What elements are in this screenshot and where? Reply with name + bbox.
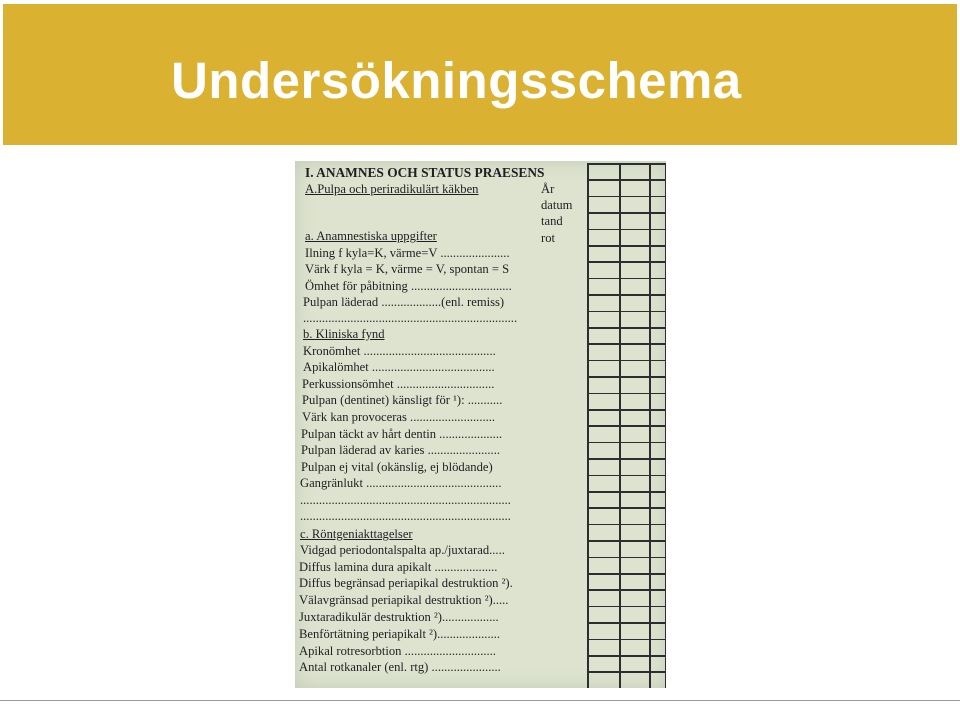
form-item: Apikalömhet ....................................... (303, 360, 495, 374)
form-photo (295, 161, 666, 688)
grid-row-line (587, 507, 666, 509)
form-item: ................................................................... (300, 493, 511, 507)
form-item: Värk kan provoceras ........................... (302, 410, 496, 424)
form-heading: I. ANAMNES OCH STATUS PRAESENS (305, 165, 545, 180)
header-root: rot (541, 231, 555, 245)
form-item: Vidgad periodontalspalta ap./juxtarad..... (300, 543, 505, 557)
form-item: Perkussionsömhet ............................... (302, 377, 495, 391)
form-item: Pulpan läderad av karies ....................... (301, 443, 501, 457)
grid-row-line (587, 589, 666, 591)
section-title-rontgen: c. Röntgeniakttagelser (300, 527, 413, 541)
grid-row-line (587, 557, 666, 559)
form-grid (587, 163, 666, 688)
grid-row-line (587, 540, 666, 542)
grid-row-line (587, 491, 666, 493)
grid-row-line (587, 639, 666, 641)
grid-row-line (587, 573, 666, 575)
form-item: Gangränlukt ........................................... (300, 476, 502, 490)
grid-row-line (587, 655, 666, 657)
grid-row-line (587, 311, 666, 313)
grid-row-line (587, 163, 666, 165)
grid-row-line (587, 606, 666, 608)
header-tooth: tand (541, 214, 563, 228)
form-item: Apikal rotresorbtion ............................. (299, 644, 496, 658)
grid-row-line (587, 196, 666, 198)
grid-row-line (587, 327, 666, 329)
grid-row-line (587, 409, 666, 411)
form-item: Pulpan ej vital (okänslig, ej blödande) (301, 460, 493, 474)
form-item: Diffus lamina dura apikalt .................... (299, 560, 498, 574)
form-item: Pulpan täckt av hårt dentin .................... (301, 427, 503, 441)
form-item: .................................................................... (303, 311, 518, 325)
grid-row-line (587, 393, 666, 395)
form-item: Välavgränsad periapikal destruktion ²)..... (299, 593, 509, 607)
form-item: Värk f kyla = K, värme = V, spontan = S (305, 262, 510, 276)
grid-row-line (587, 278, 666, 280)
grid-row-line (587, 671, 666, 673)
grid-row-line (587, 360, 666, 362)
section-title-anamnes: a. Anamnestiska uppgifter (305, 229, 437, 243)
grid-row-line (587, 376, 666, 378)
form-item: Juxtaradikulär destruktion ²).................. (299, 610, 499, 624)
form-item: Ilning f kyla=K, värme=V ...................... (305, 246, 510, 260)
section-title-kliniska: b. Kliniska fynd (303, 327, 385, 341)
slide-title: Undersökningsschema (171, 52, 742, 109)
title-banner (3, 4, 957, 145)
grid-row-line (587, 179, 666, 181)
grid-row-line (587, 294, 666, 296)
grid-row-line (587, 524, 666, 526)
grid-row-line (587, 442, 666, 444)
grid-row-line (587, 245, 666, 247)
grid-row-line (587, 475, 666, 477)
grid-row-line (587, 343, 666, 345)
form-item: Benförtätning periapikalt ²).................... (299, 627, 501, 641)
header-date: datum (541, 198, 573, 212)
grid-row-line (587, 229, 666, 231)
grid-row-line (587, 212, 666, 214)
header-year: År (541, 182, 555, 196)
form-item: Antal rotkanaler (enl. rtg) ...................... (299, 660, 501, 674)
grid-row-line (587, 425, 666, 427)
bottom-divider (0, 700, 960, 701)
form-item: Diffus begränsad periapikal destruktion ²). (299, 576, 513, 590)
form-item: Pulpan läderad ...................(enl. remiss) (303, 295, 505, 309)
grid-row-line (587, 622, 666, 624)
form-item: Kronömhet .......................................... (303, 344, 496, 358)
form-item: ................................................................... (300, 509, 511, 523)
grid-row-line (587, 261, 666, 263)
form-item: Ömhet för påbitning ................................ (305, 279, 512, 293)
form-item: Pulpan (dentinet) känsligt för ¹): ........... (302, 393, 503, 407)
form-subheading: A.Pulpa och periradikulärt käkben (305, 182, 479, 196)
grid-row-line (587, 458, 666, 460)
